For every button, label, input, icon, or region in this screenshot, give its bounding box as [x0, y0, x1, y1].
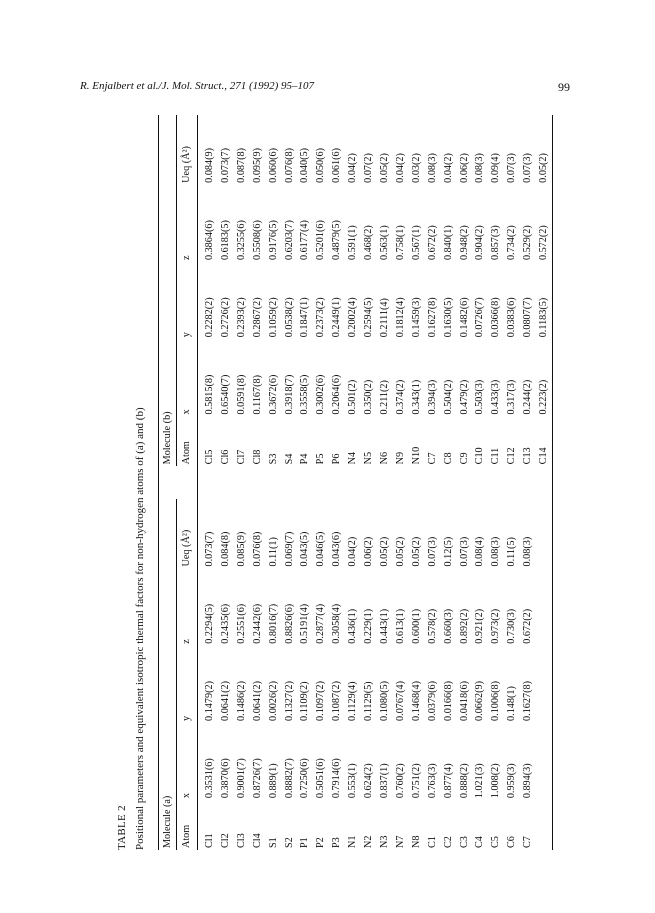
- value-cell-b: 0.03(2): [410, 153, 422, 183]
- value-cell-a: 0.892(2): [458, 608, 470, 644]
- value-cell-b: 0.5201(6): [315, 220, 327, 261]
- atom-cell-a: Cl2: [219, 833, 231, 848]
- value-cell-a: 0.076(8): [251, 531, 263, 567]
- value-cell-a: 0.7914(6): [331, 758, 343, 799]
- value-cell-b: 0.5508(6): [251, 220, 263, 261]
- value-cell-b: 0.05(2): [536, 115, 552, 185]
- value-cell-b: 0.504(2): [442, 379, 454, 415]
- atom-cell-a: N1: [347, 835, 359, 848]
- value-cell-b: 0.04(2): [394, 153, 406, 183]
- value-cell-a: 0.084(8): [219, 531, 231, 567]
- value-cell-a: 0.08(3): [490, 536, 502, 567]
- value-cell-b: 0.9176(5): [267, 220, 279, 261]
- value-cell-a: 0.05(2): [378, 536, 390, 567]
- data-table: [158, 115, 553, 850]
- value-cell-a: 0.069(7): [283, 531, 295, 567]
- atom-cell-b: P5: [315, 453, 327, 465]
- table-row: [504, 115, 520, 850]
- value-cell-b: 0.350(2): [363, 379, 375, 415]
- table-label: TABLE 2: [116, 805, 128, 850]
- value-cell-b: 0.1847(1): [299, 297, 311, 338]
- value-cell-b: 0.244(2): [522, 379, 534, 415]
- value-cell-a: 0.2294(5): [204, 603, 215, 644]
- value-cell-a: 0.889(1): [267, 763, 279, 799]
- col-y-a: y: [177, 646, 198, 723]
- value-cell-b: 0.0538(2): [283, 297, 295, 338]
- value-cell-b: 0.2449(1): [331, 297, 343, 338]
- value-cell-b: 0.503(3): [474, 379, 486, 415]
- value-cell-a: 0.2442(6): [251, 603, 263, 644]
- value-cell-a: 0.3058(4): [331, 603, 343, 644]
- value-cell-b: 0.433(3): [490, 379, 502, 415]
- value-cell-a: 0.085(9): [235, 531, 247, 567]
- value-cell-a: 0.760(2): [394, 763, 406, 799]
- value-cell-a: 0.07(3): [458, 536, 470, 567]
- value-cell-b: 0.6540(7): [219, 374, 231, 415]
- value-cell-a: 0.08(4): [474, 536, 486, 567]
- value-cell-a: 0.1006(8): [490, 681, 502, 721]
- value-cell-a: 0.0379(6): [426, 681, 438, 721]
- value-cell-b: 0.3864(6): [204, 220, 215, 261]
- value-cell-a: 0.959(3): [506, 763, 518, 799]
- atom-cell-b: N10: [410, 446, 422, 465]
- table-row: [266, 115, 282, 850]
- value-cell-a: 0.1486(2): [235, 681, 247, 721]
- value-cell-a: 0.8882(7): [283, 758, 295, 799]
- atom-cell-b: C10: [474, 447, 486, 465]
- value-cell-b: 0.2002(4): [347, 297, 359, 338]
- table-row: [218, 115, 234, 850]
- value-cell-a: 0.578(2): [426, 608, 438, 644]
- value-cell-a: 0.1097(2): [315, 681, 327, 721]
- atom-cell-b: Cl6: [219, 449, 231, 465]
- value-cell-b: 0.2393(2): [235, 297, 247, 338]
- atom-cell-a: C7: [522, 836, 534, 848]
- table-row: [536, 115, 552, 850]
- value-cell-b: 0.3558(5): [299, 374, 311, 415]
- value-cell-b: 0.1630(5): [442, 297, 454, 338]
- value-cell-b: 0.1059(2): [267, 297, 279, 338]
- value-cell-a: 0.1080(5): [378, 681, 390, 721]
- atom-cell-a: Cl1: [204, 833, 215, 848]
- value-cell-b: 0.223(2): [536, 339, 552, 416]
- table-row: [297, 115, 313, 850]
- value-cell-b: 0.073(7): [219, 148, 231, 183]
- atom-cell-a: P2: [315, 837, 327, 848]
- value-cell-a: 0.553(1): [347, 763, 359, 799]
- value-cell-a: 0.0166(8): [442, 681, 454, 721]
- value-cell-b: 0.734(2): [506, 225, 518, 261]
- col-z-b: z: [177, 185, 198, 262]
- value-cell-a: 0.3870(6): [219, 758, 231, 799]
- table-row: [441, 115, 457, 850]
- value-cell-a: 0.05(2): [394, 536, 406, 567]
- value-cell-a: 0.1129(4): [347, 681, 359, 721]
- value-cell-b: 0.6203(7): [283, 220, 295, 261]
- table-row: [250, 115, 266, 850]
- atom-cell-b: S4: [283, 453, 295, 465]
- value-cell-a: 0.921(2): [474, 608, 486, 644]
- page-number: 99: [558, 80, 570, 94]
- atom-cell-b: N9: [394, 451, 406, 465]
- atom-cell-b: Cl8: [251, 449, 263, 465]
- table-row: [329, 115, 345, 850]
- value-cell-a: 0.08(3): [522, 536, 534, 567]
- value-cell-b: 0.1482(6): [458, 297, 470, 338]
- atom-cell-a: S2: [283, 837, 295, 848]
- group-b-header: Molecule (b): [159, 115, 177, 466]
- value-cell-a: 0.763(3): [426, 763, 438, 799]
- value-cell-b: 0.572(2): [536, 185, 552, 262]
- value-cell-a: 0.11(1): [267, 537, 279, 567]
- value-cell-a: 0.11(5): [506, 537, 518, 567]
- value-cell-b: 0.0383(6): [506, 297, 518, 338]
- value-cell-a: 0.229(1): [363, 608, 375, 644]
- atom-cell-b: C12: [506, 447, 518, 465]
- running-head: R. Enjalbert et al./J. Mol. Struct., 271 (1992) 95–107: [80, 80, 315, 92]
- value-cell-b: 0.07(3): [506, 153, 518, 183]
- value-cell-b: 0.1167(8): [251, 374, 263, 415]
- value-cell-a: 0.5191(4): [299, 603, 311, 644]
- value-cell-b: 0.563(1): [378, 225, 390, 261]
- value-cell-b: 0.6183(5): [219, 220, 231, 261]
- col-x-a: x: [177, 723, 198, 800]
- table-row: [472, 115, 488, 850]
- value-cell-b: 0.04(2): [347, 153, 359, 183]
- value-cell-a: 1.021(3): [474, 763, 486, 799]
- value-cell-a: 0.436(1): [347, 608, 359, 644]
- value-cell-a: 0.443(1): [378, 608, 390, 644]
- value-cell-b: 0.317(3): [506, 379, 518, 415]
- value-cell-a: 0.1627(8): [522, 681, 534, 721]
- atom-cell-b: C8: [442, 452, 454, 465]
- value-cell-b: 0.0366(8): [490, 297, 502, 338]
- value-cell-b: 0.1812(4): [394, 297, 406, 338]
- atom-cell-a: N7: [394, 835, 406, 848]
- table-caption: Positional parameters and equivalent isotropic thermal factors for non-hydrogen atoms of (a) and (b): [134, 407, 146, 850]
- value-cell-b: 0.2064(6): [331, 374, 343, 415]
- atom-cell-a: P1: [299, 837, 311, 848]
- col-ueq-a: Ueq (Å²): [177, 499, 198, 569]
- value-cell-a: 0.0662(9): [474, 681, 486, 721]
- table-row: [345, 115, 361, 850]
- value-cell-a: 0.2435(6): [219, 603, 231, 644]
- atom-cell-a: P3: [331, 837, 343, 848]
- value-cell-a: 0.660(3): [442, 608, 454, 644]
- atom-cell-a: Cl3: [235, 833, 247, 848]
- value-cell-a: 0.1479(2): [204, 681, 215, 721]
- value-cell-a: 0.600(1): [410, 608, 422, 644]
- value-cell-b: 0.050(6): [315, 148, 327, 183]
- value-cell-a: 0.894(3): [522, 763, 534, 799]
- value-cell-a: 0.05(2): [410, 536, 422, 567]
- atom-cell-b: S3: [267, 453, 279, 465]
- table-row: [409, 115, 425, 850]
- value-cell-a: 0.0026(2): [267, 681, 279, 721]
- value-cell-a: 1.008(2): [490, 763, 502, 799]
- value-cell-b: 0.07(3): [522, 153, 534, 183]
- atom-cell-b: C11: [490, 447, 502, 465]
- value-cell-a: 0.06(2): [363, 536, 375, 567]
- value-cell-a: 0.877(4): [442, 763, 454, 799]
- value-cell-a: 0.624(2): [363, 763, 375, 799]
- value-cell-a: 0.3531(6): [204, 758, 215, 799]
- atom-cell-a: S1: [267, 837, 279, 848]
- value-cell-b: 0.468(2): [363, 225, 375, 261]
- table-row: [520, 115, 536, 850]
- table-row: [198, 115, 218, 850]
- value-cell-a: 0.043(5): [299, 531, 311, 567]
- value-cell-b: 0.0591(8): [235, 374, 247, 415]
- value-cell-a: 0.1087(2): [331, 681, 343, 721]
- value-cell-b: 0.3002(6): [315, 374, 327, 415]
- table-row: [313, 115, 329, 850]
- value-cell-a: 0.672(2): [522, 608, 534, 644]
- value-cell-b: 0.904(2): [474, 225, 486, 261]
- value-cell-b: 0.4879(5): [331, 220, 343, 261]
- atom-cell-a: C5: [490, 836, 502, 848]
- value-cell-b: 0.567(1): [410, 225, 422, 261]
- value-cell-b: 0.857(3): [490, 225, 502, 261]
- group-a-header: Molecule (a): [159, 499, 177, 850]
- value-cell-b: 0.2111(4): [378, 298, 390, 338]
- value-cell-a: 0.1327(2): [283, 681, 295, 721]
- value-cell-b: 0.2282(2): [204, 297, 215, 338]
- col-y-b: y: [177, 262, 198, 339]
- value-cell-a: 0.1109(2): [299, 681, 311, 721]
- table-row: [234, 115, 250, 850]
- col-z-a: z: [177, 568, 198, 645]
- table-row: [488, 115, 504, 850]
- value-cell-a: 0.751(2): [410, 763, 422, 799]
- value-cell-b: 0.060(6): [267, 148, 279, 183]
- value-cell-b: 0.394(3): [426, 379, 438, 415]
- value-cell-b: 0.040(5): [299, 148, 311, 183]
- value-cell-a: 0.973(2): [490, 608, 502, 644]
- value-cell-a: 0.8016(7): [267, 603, 279, 644]
- atom-cell-a: C6: [506, 836, 518, 848]
- atom-cell-b: P6: [331, 453, 343, 465]
- table-row: [282, 115, 298, 850]
- atom-cell-b: N6: [378, 451, 390, 465]
- value-cell-b: 0.3672(6): [267, 374, 279, 415]
- table-row: [457, 115, 473, 850]
- value-cell-b: 0.09(4): [490, 153, 502, 183]
- atom-cell-b: C7: [426, 452, 438, 465]
- value-cell-a: 0.046(5): [315, 531, 327, 567]
- value-cell-b: 0.06(2): [458, 153, 470, 183]
- table-body: [198, 115, 553, 850]
- atom-cell-a: C2: [442, 836, 454, 848]
- value-cell-a: 0.2551(6): [235, 603, 247, 644]
- value-cell-a: 0.613(1): [394, 608, 406, 644]
- atom-cell-a: N3: [378, 835, 390, 848]
- value-cell-a: 0.1468(4): [410, 681, 422, 721]
- value-cell-a: 0.5051(6): [315, 758, 327, 799]
- value-cell-b: 0.084(9): [204, 148, 215, 183]
- value-cell-a: 0.8726(7): [251, 758, 263, 799]
- atom-cell-b: Cl7: [235, 449, 247, 465]
- value-cell-b: 0.08(3): [426, 153, 438, 183]
- atom-cell-b: P4: [299, 453, 311, 465]
- value-cell-a: 0.8826(6): [283, 603, 295, 644]
- value-cell-b: 0.2726(2): [219, 297, 231, 338]
- value-cell-a: 0.1129(5): [363, 681, 375, 721]
- atom-cell-a: N2: [363, 835, 375, 848]
- atom-cell-b: C9: [458, 452, 470, 465]
- value-cell-b: 0.529(2): [522, 225, 534, 261]
- value-cell-b: 0.1627(8): [426, 297, 438, 338]
- atom-cell-a: N8: [410, 835, 422, 848]
- atom-cell-b: Cl5: [204, 449, 215, 465]
- value-cell-b: 0.061(6): [331, 148, 343, 183]
- value-cell-a: 0.0641(2): [219, 681, 231, 721]
- atom-cell-b: N5: [363, 451, 375, 465]
- value-cell-b: 0.07(2): [363, 153, 375, 183]
- value-cell-a: 0.0418(6): [458, 681, 470, 721]
- value-cell-b: 0.374(2): [394, 379, 406, 415]
- value-cell-b: 0.2867(2): [251, 297, 263, 338]
- table-row: [377, 115, 393, 850]
- value-cell-b: 0.087(8): [235, 148, 247, 183]
- value-cell-a: 0.837(1): [378, 763, 390, 799]
- value-cell-a: 0.7250(6): [299, 758, 311, 799]
- value-cell-b: 0.05(2): [378, 153, 390, 183]
- value-cell-b: 0.211(2): [378, 380, 390, 415]
- value-cell-b: 0.2373(2): [315, 297, 327, 338]
- value-cell-b: 0.04(2): [442, 153, 454, 183]
- value-cell-b: 0.1459(3): [410, 297, 422, 338]
- atom-cell-a: C3: [458, 836, 470, 848]
- atom-cell-b: N4: [347, 451, 359, 465]
- col-atom-a: Atom: [177, 800, 198, 850]
- value-cell-a: 0.730(3): [506, 608, 518, 644]
- value-cell-a: 0.148(1): [506, 686, 518, 721]
- value-cell-b: 0.2594(5): [363, 297, 375, 338]
- value-cell-b: 0.758(1): [394, 225, 406, 261]
- value-cell-b: 0.0726(7): [474, 297, 486, 338]
- value-cell-a: 0.9001(7): [235, 758, 247, 799]
- value-cell-b: 0.479(2): [458, 379, 470, 415]
- value-cell-b: 0.672(2): [426, 225, 438, 261]
- atom-cell-a: C1: [426, 836, 438, 848]
- value-cell-a: 0.0641(2): [251, 681, 263, 721]
- value-cell-a: 0.12(5): [442, 536, 454, 567]
- atom-cell-b: C13: [522, 447, 534, 465]
- value-cell-b: 0.5815(8): [204, 374, 215, 415]
- value-cell-a: 0.04(2): [347, 536, 359, 567]
- value-cell-a: 0.043(6): [331, 531, 343, 567]
- value-cell-b: 0.076(8): [283, 148, 295, 183]
- col-x-b: x: [177, 339, 198, 416]
- value-cell-a: 0.07(3): [426, 536, 438, 567]
- value-cell-b: 0.948(2): [458, 225, 470, 261]
- value-cell-a: 0.073(7): [204, 531, 215, 567]
- value-cell-b: 0.840(1): [442, 225, 454, 261]
- col-atom-b: Atom: [177, 417, 198, 467]
- value-cell-b: 0.08(3): [474, 153, 486, 183]
- value-cell-b: 0.6177(4): [299, 220, 311, 261]
- table-row: [361, 115, 377, 850]
- col-ueq-b: Ueq (Å²): [177, 115, 198, 185]
- value-cell-a: 0.888(2): [458, 763, 470, 799]
- value-cell-b: 0.1183(5): [536, 262, 552, 339]
- value-cell-a: 0.0767(4): [394, 681, 406, 721]
- atom-cell-a: C4: [474, 836, 486, 848]
- value-cell-b: 0.591(1): [347, 225, 359, 261]
- table-row: [393, 115, 409, 850]
- value-cell-b: 0.501(2): [347, 379, 359, 415]
- atom-cell-a: Cl4: [251, 833, 263, 848]
- rotated-table-block: [110, 115, 550, 850]
- atom-cell-b: C14: [536, 417, 552, 467]
- value-cell-b: 0.095(9): [251, 148, 263, 183]
- value-cell-b: 0.3255(6): [235, 220, 247, 261]
- table-row: [425, 115, 441, 850]
- value-cell-a: 0.2877(4): [315, 603, 327, 644]
- value-cell-b: 0.343(1): [410, 379, 422, 415]
- value-cell-b: 0.3918(7): [283, 374, 295, 415]
- value-cell-b: 0.0807(7): [522, 297, 534, 338]
